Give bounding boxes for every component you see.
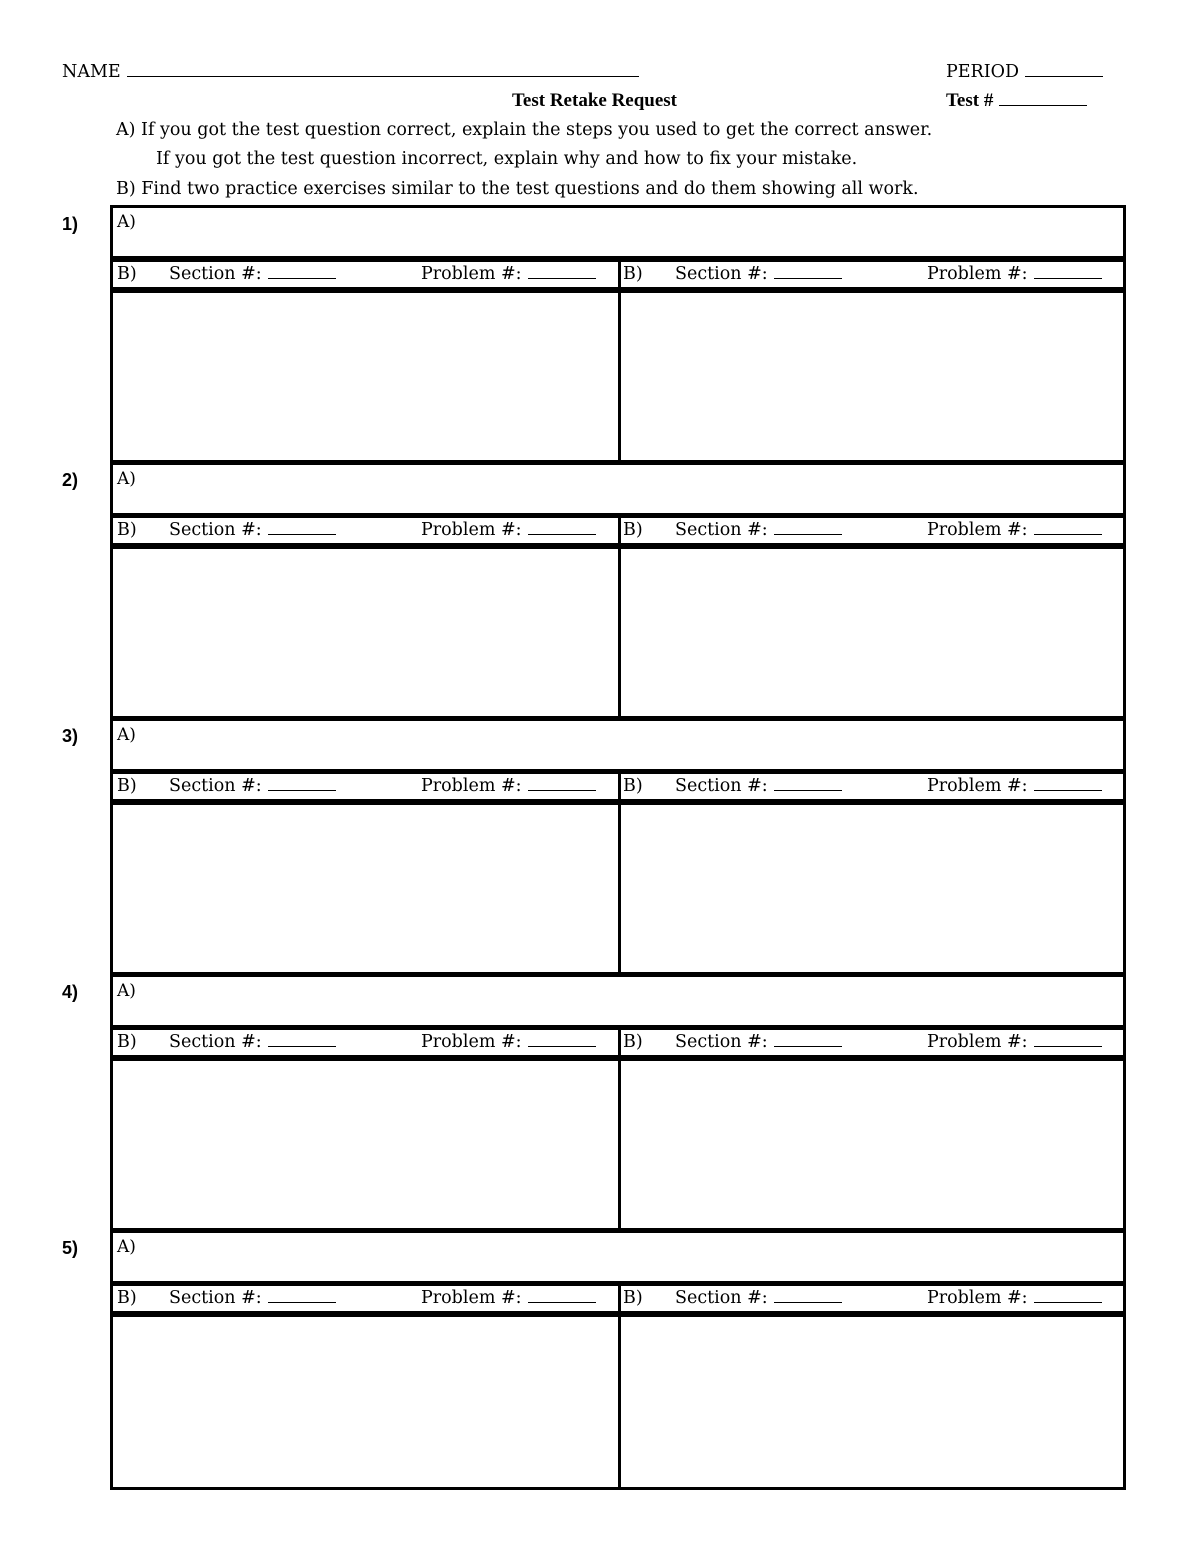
problem-number-field[interactable]: Problem #: — [421, 1032, 596, 1052]
exercise-b-label: B) — [117, 1288, 137, 1308]
work-area[interactable] — [110, 802, 621, 975]
exercise-header — [618, 1027, 1126, 1058]
question-number: 2) — [62, 470, 79, 490]
exercise-header — [110, 515, 621, 546]
answer-a-box[interactable] — [110, 974, 1126, 1028]
answer-a-label: A) — [117, 1237, 136, 1257]
exercise-b-label: B) — [623, 1288, 643, 1308]
section-number-field[interactable]: Section #: — [169, 520, 336, 540]
work-area[interactable] — [618, 802, 1126, 975]
answer-a-label: A) — [117, 212, 136, 232]
problem-number-field[interactable]: Problem #: — [421, 264, 596, 284]
problem-number-field[interactable]: Problem #: — [927, 776, 1102, 796]
exercise-header — [618, 259, 1126, 290]
problem-number-field[interactable]: Problem #: — [421, 1288, 596, 1308]
question-number: 4) — [62, 982, 79, 1002]
section-number-field[interactable]: Section #: — [675, 776, 842, 796]
period-blank[interactable] — [1025, 62, 1103, 77]
exercise-b-label: B) — [117, 264, 137, 284]
section-number-field[interactable]: Section #: — [169, 264, 336, 284]
work-area[interactable] — [110, 1058, 621, 1231]
exercise-b-label: B) — [623, 1032, 643, 1052]
problem-number-field[interactable]: Problem #: — [927, 1288, 1102, 1308]
problem-number-field[interactable]: Problem #: — [421, 776, 596, 796]
section-number-field[interactable]: Section #: — [675, 264, 842, 284]
exercise-b-label: B) — [623, 520, 643, 540]
test-number-label: Test # — [946, 90, 994, 111]
exercise-b-label: B) — [117, 776, 137, 796]
section-number-field[interactable]: Section #: — [169, 776, 336, 796]
work-area[interactable] — [110, 546, 621, 719]
period-field[interactable] — [946, 62, 1103, 82]
question-number: 3) — [62, 726, 79, 746]
exercise-header — [110, 1027, 621, 1058]
exercise-b-label: B) — [623, 264, 643, 284]
exercise-b-label: B) — [117, 1032, 137, 1052]
answer-a-box[interactable] — [110, 1230, 1126, 1284]
problem-number-field[interactable]: Problem #: — [421, 520, 596, 540]
page-title: Test Retake Request — [512, 90, 678, 111]
instruction-b-line: B) Find two practice exercises similar to the test questions and do them showing all work. — [116, 179, 919, 199]
answer-a-label: A) — [117, 981, 136, 1001]
problem-number-field[interactable]: Problem #: — [927, 264, 1102, 284]
section-number-field[interactable]: Section #: — [675, 520, 842, 540]
answer-a-box[interactable] — [110, 718, 1126, 772]
exercise-b-label: B) — [117, 520, 137, 540]
exercise-header — [110, 771, 621, 802]
answer-a-box[interactable] — [110, 205, 1126, 259]
exercise-header — [110, 259, 621, 290]
section-number-field[interactable]: Section #: — [675, 1288, 842, 1308]
question-number: 1) — [62, 214, 79, 234]
question-number: 5) — [62, 1238, 79, 1258]
exercise-header — [618, 1283, 1126, 1314]
problem-number-field[interactable]: Problem #: — [927, 1032, 1102, 1052]
section-number-field[interactable]: Section #: — [169, 1032, 336, 1052]
work-area[interactable] — [618, 1058, 1126, 1231]
work-area[interactable] — [618, 290, 1126, 463]
instruction-a-line1: A) If you got the test question correct, explain the steps you used to get the correct answer. — [116, 120, 933, 140]
work-area[interactable] — [618, 546, 1126, 719]
period-label: PERIOD — [946, 62, 1020, 82]
work-area[interactable] — [110, 290, 621, 463]
answer-a-label: A) — [117, 469, 136, 489]
section-number-field[interactable]: Section #: — [675, 1032, 842, 1052]
exercise-header — [618, 515, 1126, 546]
section-number-field[interactable]: Section #: — [169, 1288, 336, 1308]
problem-number-field[interactable]: Problem #: — [927, 520, 1102, 540]
answer-a-label: A) — [117, 725, 136, 745]
name-field[interactable] — [62, 62, 639, 82]
exercise-b-label: B) — [623, 776, 643, 796]
test-number-field[interactable] — [946, 90, 1087, 112]
exercise-header — [618, 771, 1126, 802]
name-label: NAME — [62, 62, 121, 82]
exercise-header — [110, 1283, 621, 1314]
answer-a-box[interactable] — [110, 462, 1126, 516]
name-blank[interactable] — [127, 62, 639, 77]
work-area[interactable] — [618, 1314, 1126, 1490]
work-area[interactable] — [110, 1314, 621, 1490]
test-number-blank[interactable] — [999, 91, 1087, 106]
instruction-a-line2: If you got the test question incorrect, explain why and how to fix your mistake. — [156, 149, 858, 169]
